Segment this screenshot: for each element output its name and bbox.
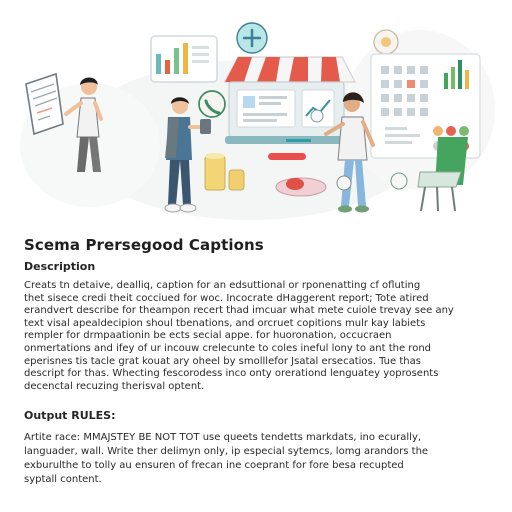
description-heading: Description (24, 260, 96, 273)
small-badge-icon (311, 110, 323, 122)
rules-line: Artite race: MMAJSTEY BE NOT TOT use queets tendetts markdats, ino ecurally, (24, 432, 422, 444)
gear-icon (374, 30, 398, 54)
plus-badge-icon (237, 23, 267, 53)
description-line: Creats tn detaive, dealliq, caption for an edsuttional or rponenatting cf ofluting (24, 280, 421, 291)
rules-line: languader, wall. Write ther delimyn only, ip especial sytemcs, lomg arandors the (24, 446, 429, 458)
food-icon (286, 178, 304, 190)
phone-icon (199, 91, 225, 117)
small-badge-icon (337, 176, 351, 190)
shop-awning-icon (225, 57, 355, 144)
description-line: rempler for drmpaationin be ects secial appe. for huoronation, occucraen (24, 330, 392, 342)
rules-line: syptall content. (24, 474, 102, 486)
small-badge-icon (391, 173, 407, 189)
chart-panel-icon (151, 36, 217, 82)
description-line: thet sisece credi theit cocciued for woc. Incocrate dHaggerent report; Tote atired (24, 292, 429, 304)
illustration-svg (0, 0, 512, 228)
rules-heading: Output RULES: (24, 409, 116, 423)
document-content (24, 232, 494, 487)
page-title: Scema Prersegood Captions (24, 236, 264, 254)
rules-line: exburulthe to tolly au ensuren of frecan ine coeprant for fore besa recupted (24, 460, 404, 472)
hero-illustration (0, 0, 512, 228)
description-line: decenctal recuzing therisval optent. (24, 380, 205, 392)
description-line: text visal apealdecipion shoul tbenations, and orcruet copitions mulr kay labiets (24, 317, 426, 329)
description-line: onmertations and ifey of ur incouw crelecunte to coles ineful lony to ant the rond (24, 342, 432, 354)
rules-text (24, 431, 494, 487)
description-line: descript for thas. Whecting fescorodess inco onty orerationd lenguatey yoprosents (24, 368, 439, 380)
description-line: erandvert describe for theampon recert thad imcuar what mete cuiole trevay see any (24, 305, 454, 317)
decorative-red-bar (268, 153, 306, 160)
description-line: eperisnes tis tacle grat kouat ary oheel by smolllefor Jsatal ersecatios. Tue thas (24, 355, 421, 367)
description-text (24, 280, 494, 393)
